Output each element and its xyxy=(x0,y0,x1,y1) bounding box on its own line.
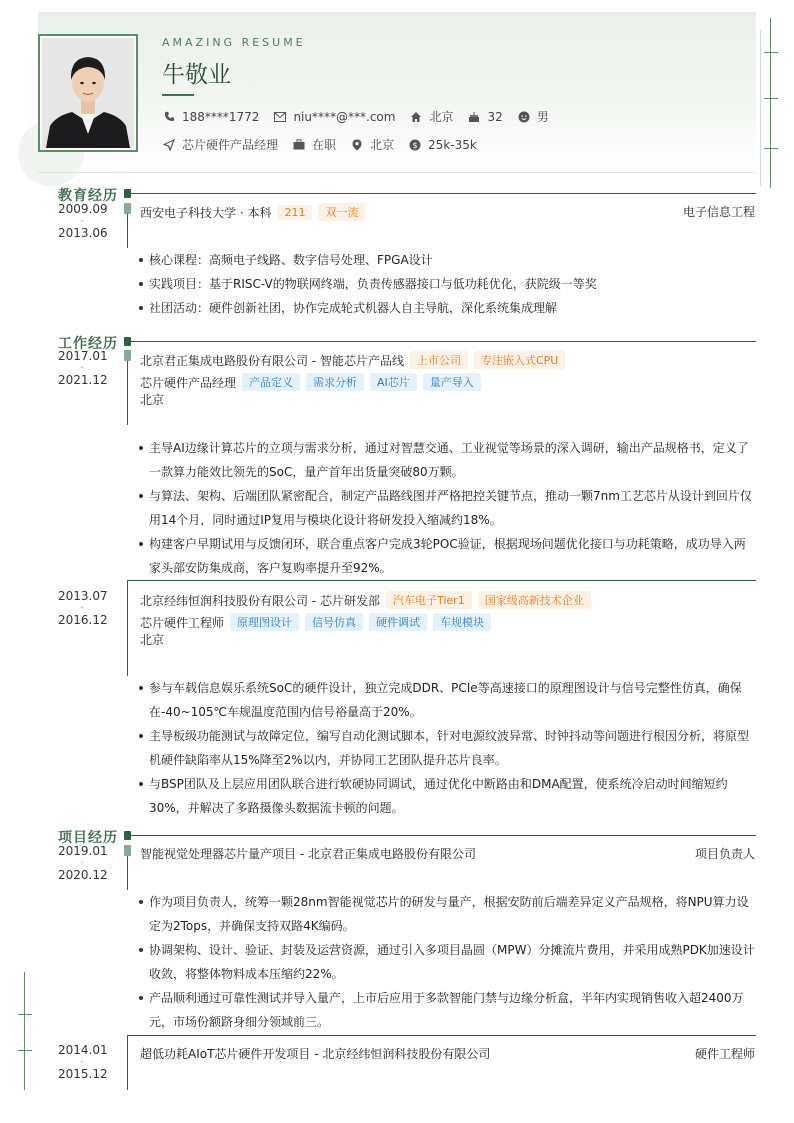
right-deco-tick xyxy=(764,98,778,99)
edu-date: 2009.09 - 2013.06 xyxy=(58,202,108,240)
section-line xyxy=(131,341,756,342)
company-tag: 上市公司 xyxy=(410,351,468,369)
avatar xyxy=(42,38,134,148)
cake-icon xyxy=(467,110,481,124)
entry-bar xyxy=(127,214,128,248)
salary-item: $ 25k-35k xyxy=(408,138,477,152)
skill-tag: 原理图设计 xyxy=(230,613,299,631)
section-title-work: 工作经历 xyxy=(58,336,118,352)
project-title: 智能视觉处理器芯片量产项目 - 北京君正集成电路股份有限公司 xyxy=(140,847,476,861)
coin-icon xyxy=(408,138,422,152)
left-deco-tick xyxy=(18,1014,32,1015)
project-title-row xyxy=(140,1045,490,1062)
work-bullets xyxy=(138,436,756,580)
skill-tag: 信号仿真 xyxy=(305,613,363,631)
home-icon xyxy=(409,110,423,124)
job-role: 芯片硬件产品经理 xyxy=(140,375,237,390)
entry-bar xyxy=(127,856,128,890)
list-item: 产品顺利通过可靠性测试并导入量产，上市后应用于多款智能门禁与边缘分析盒，半年内实现销售收入超2400万元，市场份额跻身细分领域前三。 xyxy=(138,986,756,1034)
list-item: 主导AI边缘计算芯片的立项与需求分析，通过对智慧交通、工业视觉等场景的深入调研，输出产品规格书，定义了一款算力能效比领先的SoC，量产首年出货量突破80万颗。 xyxy=(138,436,756,484)
name-underline xyxy=(162,94,194,96)
list-item: 主导板级功能测试与故障定位，编写自动化测试脚本，针对电源纹波异常、时钟抖动等问题进行根因分析，将原型机硬件缺陷率从15%降至2%以内，并协同工艺团队提升芯片良率。 xyxy=(138,724,756,772)
gender-item: 男 xyxy=(517,108,549,125)
project-date: 2019.01 - 2020.12 xyxy=(58,844,108,882)
list-item: 社团活动：硬件创新社团，协作完成轮式机器人自主导航，深化系统集成理解 xyxy=(138,296,756,320)
section-marker xyxy=(124,831,131,840)
entry-divider xyxy=(127,1035,756,1036)
entry-bar xyxy=(127,580,128,676)
work-role-row xyxy=(140,613,491,631)
list-item: 参与车载信息娱乐系统SoC的硬件设计，独立完成DDR、PCIe等高速接口的原理图设计与信号完整性仿真，确保在-40~105℃车规温度范围内信号裕量高于20%。 xyxy=(138,676,756,724)
location-pin-icon xyxy=(350,138,364,152)
left-deco-tick xyxy=(18,1050,32,1051)
work-city: 北京 xyxy=(140,393,165,407)
project-title: 超低功耗AIoT芯片硬件开发项目 - 北京经纬恒润科技股份有限公司 xyxy=(140,1047,491,1061)
project-role: 硬件工程师 xyxy=(694,1047,755,1061)
skill-tag: 车规模块 xyxy=(433,613,491,631)
status-item: 在职 xyxy=(292,136,336,153)
target-city-item: 北京 xyxy=(350,136,394,153)
entry-bar xyxy=(127,1035,128,1090)
left-deco-line xyxy=(24,972,25,1090)
entry-divider xyxy=(127,580,756,581)
resume-tagline: AMAZING RESUME xyxy=(162,36,306,49)
entry-marker xyxy=(124,350,131,361)
project-role: 项目负责人 xyxy=(694,847,755,861)
svg-text:$: $ xyxy=(412,140,418,150)
edu-bullets xyxy=(138,248,756,320)
company-tag: 国家级高新技术企业 xyxy=(478,591,591,609)
section-marker xyxy=(124,337,131,346)
company-tag: 汽车电子Tier1 xyxy=(386,591,472,609)
intent-row xyxy=(162,136,491,153)
send-icon xyxy=(162,138,176,152)
right-deco-tick xyxy=(764,148,778,149)
work-role-row xyxy=(140,373,481,391)
edu-major: 电子信息工程 xyxy=(682,205,755,219)
company-name: 北京经纬恒润科技股份有限公司 - 芯片研发部 xyxy=(140,593,380,608)
right-deco-tick xyxy=(764,52,778,53)
contact-row xyxy=(162,108,563,125)
job-role: 芯片硬件工程师 xyxy=(140,615,225,630)
section-title-project: 项目经历 xyxy=(58,830,118,846)
skill-tag: 硬件调试 xyxy=(369,613,427,631)
email-item: niu****@***.com xyxy=(273,110,395,124)
school-tag: 双一流 xyxy=(318,203,365,221)
city-item: 北京 xyxy=(409,108,453,125)
section-marker xyxy=(124,189,131,198)
phone-icon xyxy=(162,110,176,124)
company-name: 北京君正集成电路股份有限公司 - 智能芯片产品线 xyxy=(140,353,404,368)
candidate-name: 牛敬业 xyxy=(162,62,231,88)
work-company-row xyxy=(140,351,565,369)
section-title-education: 教育经历 xyxy=(58,188,118,204)
edu-school-row xyxy=(140,203,365,221)
entry-bar xyxy=(127,361,128,425)
work-bullets xyxy=(138,676,756,820)
entry-marker xyxy=(124,203,131,214)
list-item: 协调架构、设计、验证、封装及运营资源，通过引入多项目晶圆（MPW）分摊流片费用，并采用成熟PDK加速设计收敛，将整体物料成本压缩约22%。 xyxy=(138,938,756,986)
target-job-item: 芯片硬件产品经理 xyxy=(162,136,278,153)
mail-icon xyxy=(273,110,287,124)
list-item: 作为项目负责人，统筹一颗28nm智能视觉芯片的研发与量产，根据安防前后端差异定义产品规格，将NPU算力设定为2Tops，并确保支持双路4K编码。 xyxy=(138,890,756,938)
right-deco-line-thin xyxy=(760,30,761,186)
project-title-row xyxy=(140,845,476,862)
school-tag: 211 xyxy=(277,205,312,220)
right-deco-line xyxy=(770,18,771,188)
list-item: 与BSP团队及上层应用团队联合进行软硬协同调试，通过优化中断路由和DMA配置，使系统冷启动时间缩短约30%，并解决了多路摄像头数据流卡顿的问题。 xyxy=(138,772,756,820)
project-date: 2014.01 - 2015.12 xyxy=(58,1043,108,1081)
section-line xyxy=(131,835,756,836)
briefcase-icon xyxy=(292,138,306,152)
phone-item: 188****1772 xyxy=(162,110,259,124)
skill-tag: 量产导入 xyxy=(423,373,481,391)
work-company-row xyxy=(140,591,591,609)
company-tag: 专注嵌入式CPU xyxy=(474,351,565,369)
school-name: 西安电子科技大学 · 本科 xyxy=(140,205,272,220)
work-date: 2013.07 - 2016.12 xyxy=(58,589,108,627)
work-date: 2017.01 - 2021.12 xyxy=(58,349,108,387)
entry-marker xyxy=(124,845,131,856)
section-line xyxy=(131,193,756,194)
skill-tag: 产品定义 xyxy=(242,373,300,391)
list-item: 核心课程：高频电子线路、数字信号处理、FPGA设计 xyxy=(138,248,756,272)
work-city: 北京 xyxy=(140,633,165,647)
list-item: 构建客户早期试用与反馈闭环，联合重点客户完成3轮POC验证，根据现场问题优化接口与功耗策略，成功导入两家头部安防集成商，客户复购率提升至92%。 xyxy=(138,532,756,580)
age-item: 32 xyxy=(467,110,502,124)
list-item: 与算法、架构、后端团队紧密配合，制定产品路线图并严格把控关键节点，推动一颗7nm工艺芯片从设计到回片仅用14个月，同时通过IP复用与模块化设计将研发投入缩减约18%。 xyxy=(138,484,756,532)
skill-tag: 需求分析 xyxy=(306,373,364,391)
header-divider xyxy=(38,172,756,173)
user-icon xyxy=(517,110,531,124)
project-bullets xyxy=(138,890,756,1034)
skill-tag: AI芯片 xyxy=(370,373,417,391)
list-item: 实践项目：基于RISC-V的物联网终端，负责传感器接口与低功耗优化，获院级一等奖 xyxy=(138,272,756,296)
